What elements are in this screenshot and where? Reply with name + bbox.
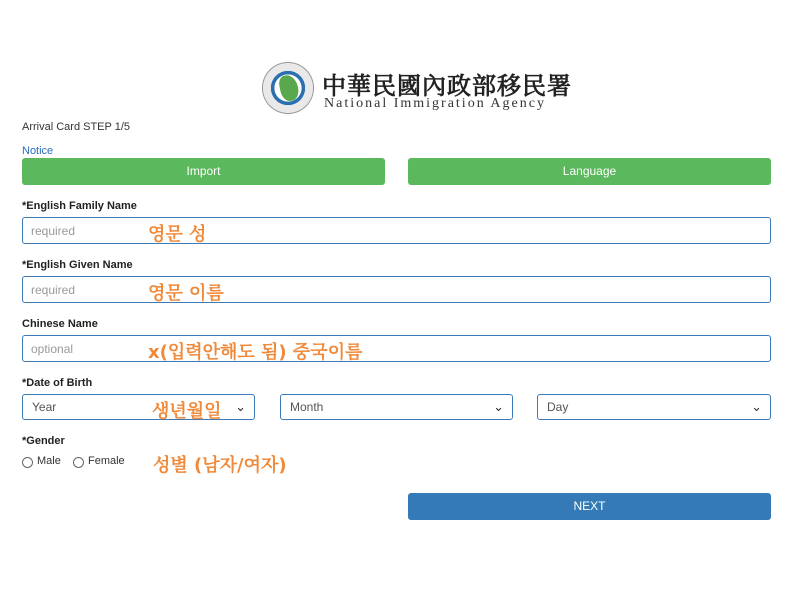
chinese-name-input[interactable] xyxy=(23,336,770,361)
family-name-label: *English Family Name xyxy=(22,200,137,212)
year-select-value: Year xyxy=(32,400,57,414)
chinese-name-field xyxy=(22,335,771,362)
annotation-dob: 생년월일 xyxy=(152,401,222,422)
chevron-down-icon: ⌄ xyxy=(235,399,246,414)
given-name-label: *English Given Name xyxy=(22,259,133,271)
month-select-value: Month xyxy=(290,400,324,414)
chevron-down-icon: ⌄ xyxy=(751,399,762,414)
annotation-chinese-name: x(입력안해도 됨) 중국이름 xyxy=(148,342,363,363)
given-name-input[interactable] xyxy=(23,277,770,302)
gender-label: *Gender xyxy=(22,435,65,447)
chevron-down-icon: ⌄ xyxy=(493,399,504,414)
agency-name-english: National Immigration Agency xyxy=(324,96,546,111)
gender-female-radio[interactable] xyxy=(73,457,84,468)
gender-female-label[interactable]: Female xyxy=(88,455,125,467)
agency-emblem-icon xyxy=(262,62,314,114)
family-name-field xyxy=(22,217,771,244)
step-title: Arrival Card STEP 1/5 xyxy=(22,121,131,133)
gender-male-radio[interactable] xyxy=(22,457,33,468)
day-select-value: Day xyxy=(547,400,569,414)
import-button[interactable]: Import xyxy=(22,158,385,185)
chinese-name-label: Chinese Name xyxy=(22,318,98,330)
gender-male-label[interactable]: Male xyxy=(37,455,61,467)
notice-link[interactable]: Notice xyxy=(22,145,54,157)
language-button[interactable]: Language xyxy=(408,158,771,185)
given-name-field xyxy=(22,276,771,303)
day-select[interactable] xyxy=(537,394,771,420)
next-button[interactable]: NEXT xyxy=(408,493,771,520)
annotation-family-name: 영문 성 xyxy=(148,224,207,245)
month-select[interactable] xyxy=(280,394,513,420)
agency-name-chinese: 中華民國內政部移民署 xyxy=(322,71,572,100)
dob-label: *Date of Birth xyxy=(22,377,93,389)
annotation-given-name: 영문 이름 xyxy=(148,283,224,304)
annotation-gender: 성별 (남자/여자) xyxy=(153,455,287,476)
family-name-input[interactable] xyxy=(23,218,770,243)
